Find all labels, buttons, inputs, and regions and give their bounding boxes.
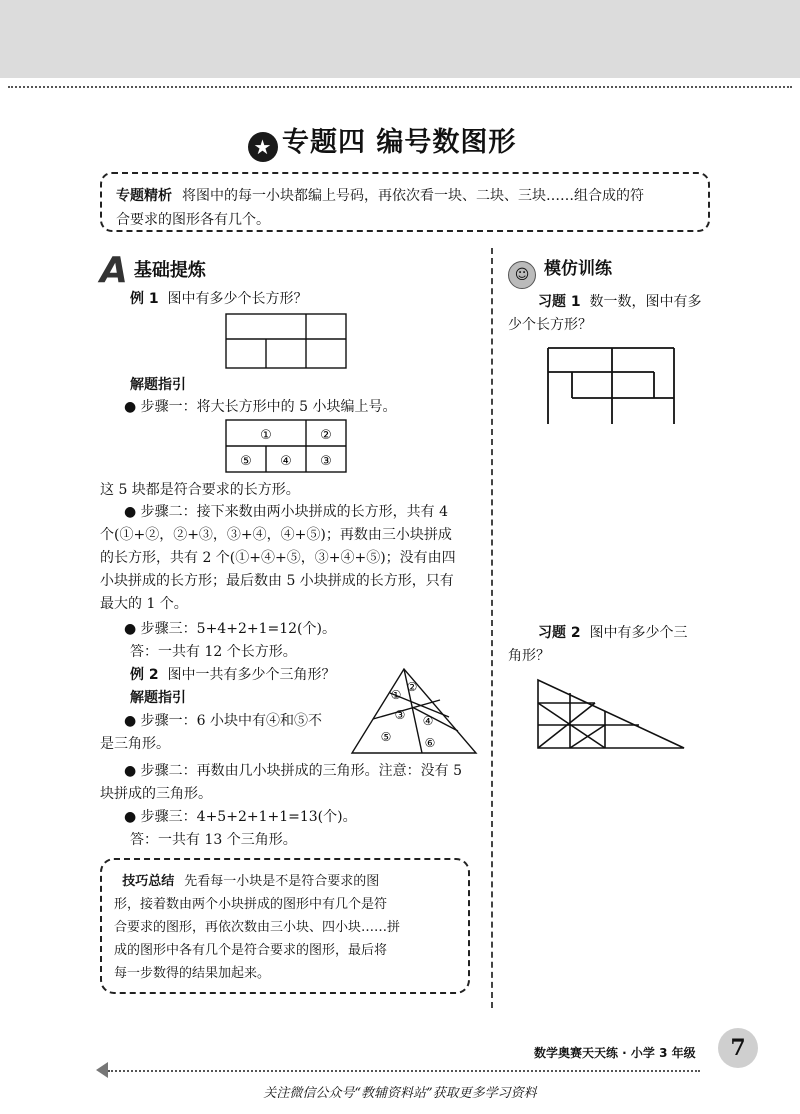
example1-question: 例 1 图中有多少个长方形？ (130, 291, 308, 307)
example1-step3: ● 步骤三：5+4+2+1=12(个)。 (124, 621, 336, 637)
essence-text-1: 将图中的每一小块都编上号码，再依次看一块、二块、三块……组合成的符 (182, 188, 644, 204)
footer-promo-text: 关注微信公众号“教辅资料站”获取更多学习资料 (263, 1086, 537, 1101)
header-dotted-divider (8, 86, 792, 88)
tips-summary-box (100, 858, 470, 994)
exercise2-question: 习题 2 图中有多少个三 (538, 625, 688, 641)
example1-numbered-figure (220, 418, 352, 476)
page-title: ★ 专题四 编号数图形 (248, 120, 516, 162)
exercise1-figure (544, 344, 678, 426)
exercise1-question-line2: 少个长方形？ (508, 317, 592, 333)
tips-label: 技巧总结 (122, 874, 175, 889)
example1-step1: ● 步骤一：将大长方形中的 5 小块编上号。 (124, 399, 397, 415)
example2-step2-line1: ● 步骤二：再数由几小块拼成的三角形。注意：没有 5 (124, 763, 463, 779)
top-header-band (0, 0, 800, 78)
example1-step2-line2: 个(①+②，②+③，③+④，④+⑤)；再数由三小块拼成 (100, 527, 452, 543)
example2-triangle-figure (350, 665, 480, 757)
cell-label-4: ④ (280, 454, 292, 469)
example2-step3: ● 步骤三：4+5+2+1+1=13(个)。 (124, 809, 357, 825)
cell-label-3: ③ (320, 454, 332, 469)
tips-line2: 形，接着数由两个小块拼成的图形中有几个是符 (114, 897, 388, 912)
page-number: 7 (718, 1028, 758, 1068)
exercise2-figure (534, 676, 688, 750)
exercise2-question-line2: 角形？ (508, 648, 550, 664)
footer-book-grade: 数学奥赛天天练 · 小学 3 年级 (534, 1046, 696, 1060)
example2-step2-line2: 块拼成的三角形。 (100, 786, 212, 802)
cell-label-1: ① (260, 428, 272, 443)
example2-answer: 答：一共有 13 个三角形。 (130, 832, 297, 848)
tips-line5: 每一步数得的结果加起来。 (114, 966, 271, 981)
column-divider (491, 248, 493, 1008)
example1-note: 这 5 块都是符合要求的长方形。 (100, 482, 300, 498)
triangle-label-6: ⑥ (424, 736, 436, 750)
triangle-label-3: ③ (394, 708, 406, 722)
topic-essence-box (100, 172, 710, 232)
triangle-label-1: ① (390, 688, 402, 702)
essence-text-2: 合要求的图形各有几个。 (116, 212, 270, 228)
star-icon: ★ (248, 132, 278, 162)
triangle-label-2: ② (406, 680, 418, 694)
example1-rectangle-figure (220, 312, 352, 372)
example2-step1-line1: ● 步骤一：6 小块中有④和⑤不 (124, 713, 323, 729)
smile-icon: ☺ (508, 261, 536, 289)
cell-label-5: ⑤ (240, 454, 252, 469)
cell-label-2: ② (320, 428, 332, 443)
section-a-badge: A (100, 250, 128, 291)
footer-dotted-divider (108, 1070, 700, 1072)
exercise1-question: 习题 1 数一数，图中有多 (538, 294, 702, 310)
tips-line1: 先看每一小块是不是符合要求的图 (184, 874, 380, 889)
example1-step2-line1: ● 步骤二：接下来数由两小块拼成的长方形，共有 4 (124, 504, 449, 520)
section-b-heading: ☺ 模仿训练 (508, 254, 612, 289)
example2-question: 例 2 图中一共有多少个三角形？ (130, 667, 336, 683)
triangle-label-4: ④ (422, 714, 434, 728)
example1-answer: 答：一共有 12 个长方形。 (130, 644, 297, 660)
tips-line3: 合要求的图形，再依次数由三小块、四小块……拼 (114, 920, 401, 935)
example1-step2-line5: 最大的 1 个。 (100, 596, 188, 612)
example2-step1-line2: 是三角形。 (100, 736, 170, 752)
section-a-heading: A基础提炼 (100, 250, 206, 291)
example1-guide-label: 解题指引 (130, 377, 186, 393)
example1-step2-line4: 小块拼成的长方形；最后数由 5 小块拼成的长方形，只有 (100, 573, 454, 589)
example1-step2-line3: 的长方形，共有 2 个(①+④+⑤，③+④+⑤)；没有由四 (100, 550, 456, 566)
essence-label: 专题精析 (116, 188, 172, 204)
example2-guide-label: 解题指引 (130, 690, 186, 706)
left-arrow-icon (96, 1062, 108, 1078)
tips-line4: 成的图形中各有几个是符合要求的图形，最后将 (114, 943, 388, 958)
triangle-label-5: ⑤ (380, 730, 392, 744)
